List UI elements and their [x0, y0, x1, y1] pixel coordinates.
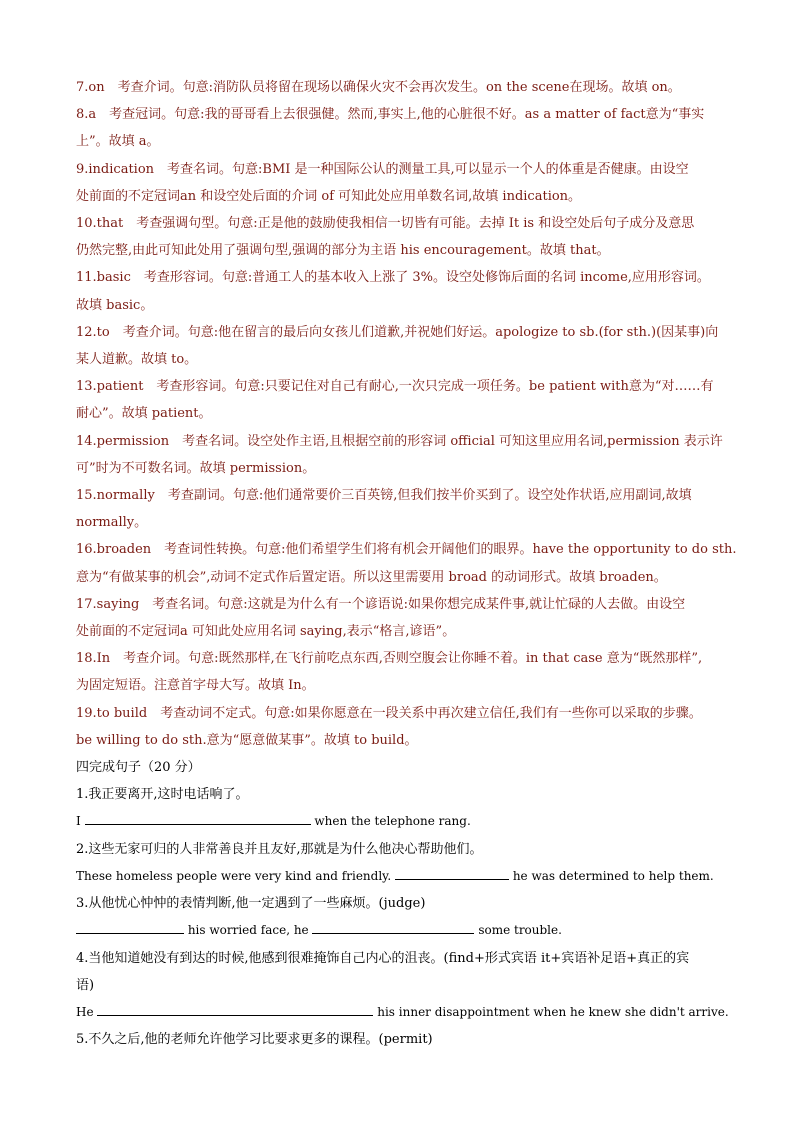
text-line: 可”时为不可数名词。故填 permission。 [76, 460, 316, 476]
answer-item-8 [76, 101, 736, 155]
answer-row [76, 863, 736, 890]
text-line: 16.broaden 考查词性转换。句意:他们希望学生们将有机会开阔他们的眼界。have the opportunity to do sth. [76, 542, 737, 558]
question-3 [76, 890, 736, 944]
question-prompt: 1.我正要离开,这时电话响了。 [76, 787, 249, 803]
question-prompt: 语) [76, 977, 95, 993]
answer-item-9 [76, 156, 736, 210]
text-line: 耐心”。故填 patient。 [76, 406, 212, 422]
answer-blank[interactable] [85, 810, 311, 825]
question-1 [76, 781, 736, 835]
answer-item-12 [76, 319, 736, 373]
question-prompt: 5.不久之后,他的老师允许他学习比要求更多的课程。(permit) [76, 1032, 433, 1048]
text-line: 19.to build 考查动词不定式。句意:如果你愿意在一段关系中再次建立信任,我们有一些你可以采取的步骤。 [76, 705, 702, 721]
text-line: 处前面的不定冠词a 可知此处应用名词 saying,表示“格言,谚语”。 [76, 624, 456, 640]
answer-blank[interactable] [97, 1001, 373, 1016]
text-line: 10.that 考查强调句型。句意:正是他的鼓励使我相信一切皆有可能。去掉 It is 和设空处后句子成分及意思 [76, 216, 695, 232]
text-line: 12.to 考查介词。句意:他在留言的最后向女孩儿们道歉,并祝她们好运。apologize to sb.(for sth.)(因某事)向 [76, 324, 719, 340]
text-line: be willing to do sth.意为“愿意做某事”。故填 to build。 [76, 732, 418, 748]
sentence-middle: his worried face, he [187, 923, 309, 938]
sentence-start: I [76, 814, 81, 829]
text-line: normally。 [76, 515, 148, 531]
answer-row [76, 999, 736, 1026]
text-line: 13.patient 考查形容词。句意:只要记住对自己有耐心,一次只完成一项任务。be patient with意为“对……有 [76, 379, 714, 395]
answer-row [76, 808, 736, 835]
text-line: 某人道歉。故填 to。 [76, 352, 198, 368]
text-line: 15.normally 考查副词。句意:他们通常要价三百英镑,但我们按半价买到了。设空处作状语,应用副词,故填 [76, 488, 692, 504]
answer-item-10 [76, 210, 736, 264]
sentence-end: when the telephone rang. [314, 814, 471, 829]
answer-item-13 [76, 373, 736, 427]
answer-item-19 [76, 700, 736, 754]
text-line: 处前面的不定冠词an 和设空处后面的介词 of 可知此处应用单数名词,故填 indication。 [76, 188, 582, 204]
text-line: 18.In 考查介词。句意:既然那样,在飞行前吃点东西,否则空腹会让你睡不着。in that case 意为“既然那样”, [76, 651, 703, 667]
answer-item-11 [76, 264, 736, 318]
section-title: 四完成句子（20 分） [76, 760, 201, 776]
answer-item-18 [76, 645, 736, 699]
text-line: 14.permission 考查名词。设空处作主语,且根据空前的形容词 official 可知这里应用名词,permission 表示许 [76, 433, 723, 449]
answer-item-15 [76, 482, 736, 536]
answer-blank-2[interactable] [312, 919, 474, 934]
question-prompt: 2.这些无家可归的人非常善良并且友好,那就是为什么他决心帮助他们。 [76, 841, 483, 857]
sentence-end: he was determined to help them. [512, 868, 714, 883]
answer-item-16 [76, 536, 736, 590]
sentence-start: He [76, 1004, 94, 1019]
document-page [76, 74, 736, 1053]
answer-blank-1[interactable] [76, 919, 184, 934]
question-2 [76, 836, 736, 890]
text-line: 7.on 考查介词。句意:消防队员将留在现场以确保火灾不会再次发生。on the scene在现场。故填 on。 [76, 80, 681, 95]
answer-explanations [76, 74, 736, 754]
sentence-end: some trouble. [478, 923, 562, 938]
sentence-end: his inner disappointment when he knew she didn't arrive. [377, 1004, 729, 1019]
question-prompt: 3.从他忧心忡忡的表情判断,他一定遇到了一些麻烦。(judge) [76, 896, 426, 912]
sentence-start: These homeless people were very kind and friendly. [76, 868, 392, 883]
text-line: 仍然完整,由此可知此处用了强调句型,强调的部分为主语 his encouragement。故填 that。 [76, 243, 610, 259]
answer-blank[interactable] [395, 865, 509, 880]
text-line: 17.saying 考查名词。句意:这就是为什么有一个谚语说:如果你想完成某件事,就让忙碌的人去做。由设空 [76, 596, 686, 612]
text-line: 上”。故填 a。 [76, 134, 160, 150]
question-prompt: 4.当他知道她没有到达的时候,他感到很难掩饰自己内心的沮丧。(find+形式宾语 it+宾语补足语+真正的宾 [76, 950, 690, 966]
text-line: 为固定短语。注意首字母大写。故填 In。 [76, 678, 315, 694]
answer-item-7 [76, 74, 736, 101]
answer-item-14 [76, 428, 736, 482]
question-4 [76, 945, 736, 1027]
question-5 [76, 1026, 736, 1053]
text-line: 8.a 考查冠词。句意:我的哥哥看上去很强健。然而,事实上,他的心脏很不好。as a matter of fact意为“事实 [76, 107, 705, 123]
text-line: 故填 basic。 [76, 297, 154, 313]
text-line: 意为“有做某事的机会”,动词不定式作后置定语。所以这里需要用 broad 的动词形式。故填 broaden。 [76, 569, 667, 585]
sentence-completion-section [76, 754, 736, 1053]
text-line: 9.indication 考查名词。句意:BMI 是一种国际公认的测量工具,可以显示一个人的体重是否健康。由设空 [76, 161, 689, 177]
answer-item-17 [76, 591, 736, 645]
answer-row [76, 917, 736, 944]
text-line: 11.basic 考查形容词。句意:普通工人的基本收入上涨了 3%。设空处修饰后面的名词 income,应用形容词。 [76, 270, 710, 286]
